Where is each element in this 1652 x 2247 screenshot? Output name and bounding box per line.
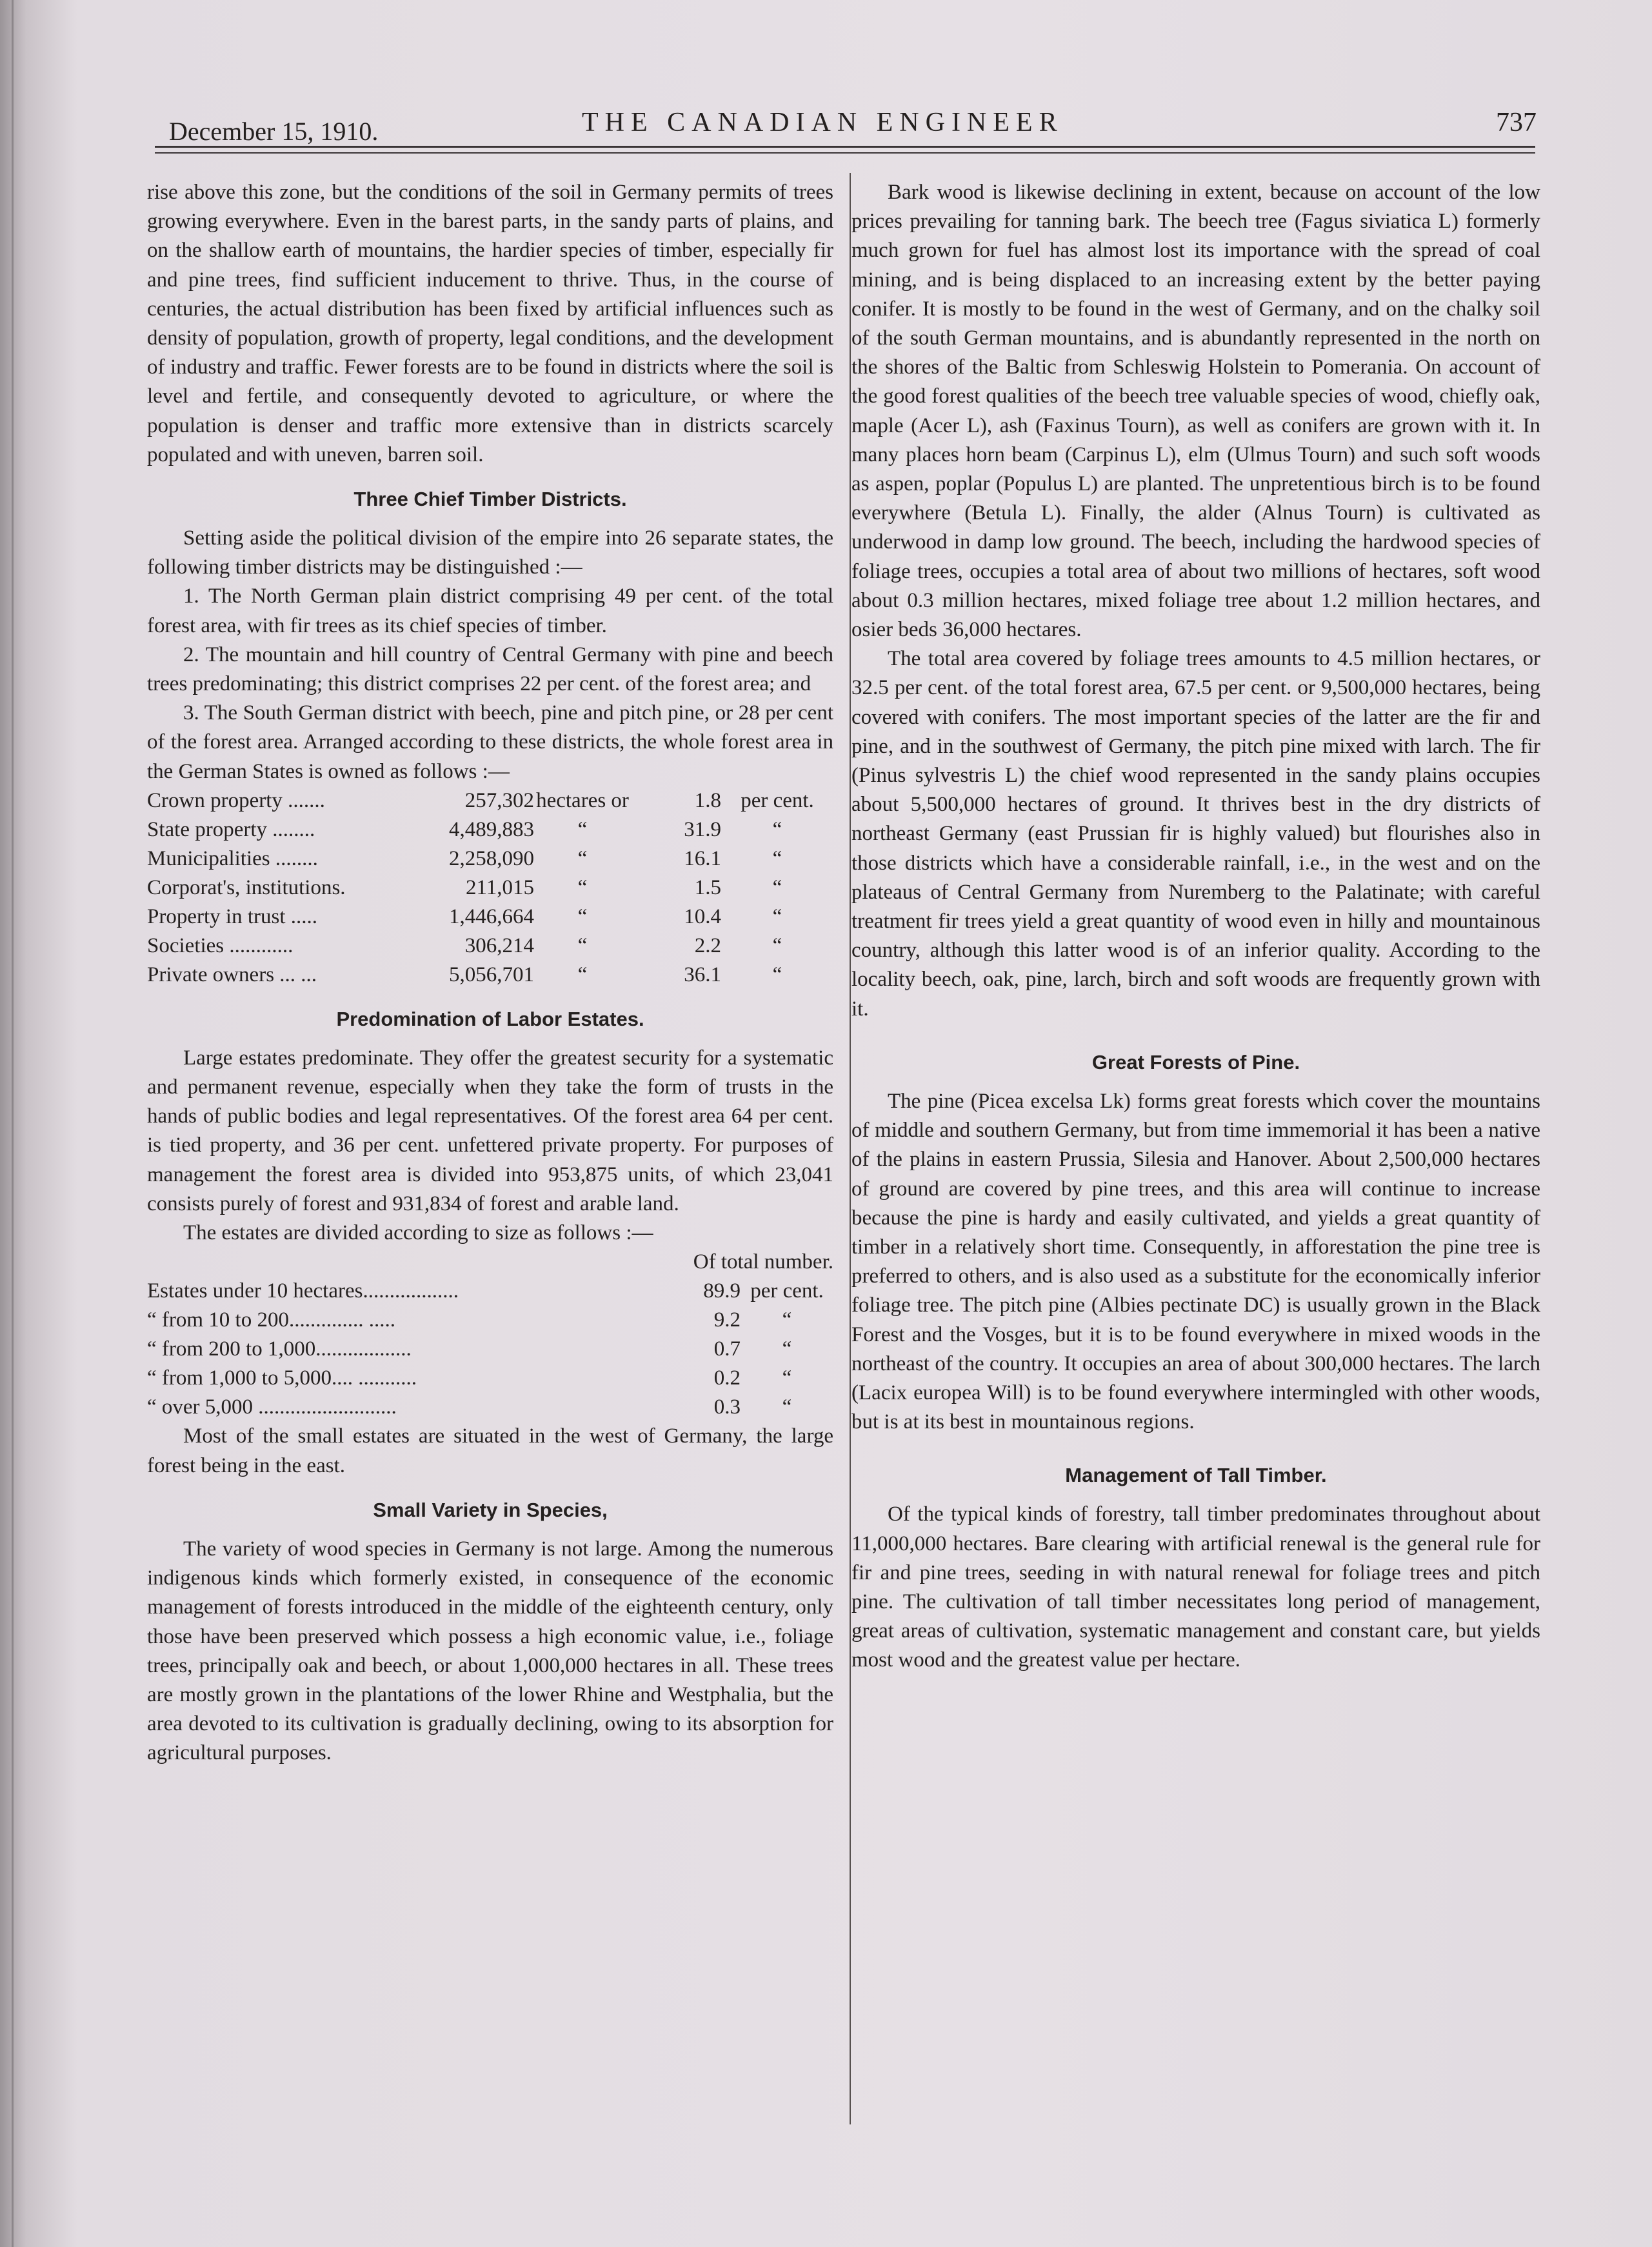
- ownership-percent: 1.8: [694, 788, 721, 812]
- ownership-label: State property ........: [147, 817, 315, 841]
- table-row: [147, 815, 833, 844]
- estate-size-label: “ from 1,000 to 5,000.... ...........: [147, 1366, 417, 1390]
- ownership-percent: 16.1: [684, 846, 721, 870]
- ownership-hectares: 5,056,701: [449, 963, 534, 986]
- table-row: [147, 961, 833, 990]
- estate-size-unit: “: [782, 1366, 792, 1390]
- paragraph-district-3: 3. The South German district with beech, pine and pitch pine, or 28 per cent of the forest area. Arranged according to these districts, the whole forest area in the German States is owned as follows :—: [147, 701, 833, 783]
- ownership-percent-unit: “: [772, 875, 782, 899]
- estates-size-table: [147, 1277, 833, 1422]
- paragraph-small-estates: Most of the small estates are situated in the west of Germany, the large forest being in the east.: [147, 1424, 833, 1477]
- ownership-unit: “: [577, 875, 588, 899]
- ownership-hectares: 257,302: [464, 788, 534, 812]
- ownership-percent: 10.4: [684, 904, 721, 928]
- table-row: [147, 903, 833, 932]
- book-spine-shadow: [12, 0, 14, 2247]
- ownership-hectares: 1,446,664: [449, 904, 534, 928]
- paragraph-estates-divided: The estates are divided according to size as follows :—: [183, 1221, 653, 1245]
- ownership-percent: 36.1: [684, 963, 721, 986]
- ownership-unit: “: [577, 846, 588, 870]
- paragraph-setting-aside: Setting aside the political division of the empire into 26 separate states, the following timber districts may be distinguished :—: [147, 526, 833, 579]
- estate-size-value: 0.3: [713, 1395, 741, 1419]
- paragraph-district-2: 2. The mountain and hill country of Central Germany with pine and beech trees predominating; this district comprises 22 per cent. of the forest area; and: [147, 643, 833, 696]
- ownership-label: Municipalities ........: [147, 846, 318, 870]
- paragraph-large-estates: Large estates predominate. They offer the greatest security for a systematic and permanent revenue, especially when they take the form of trusts in the hands of public bodies and legal representatives. Of the forest area 64 per cent. is tied property, and 36 per cent. unfettered private property. For purposes of management the forest area is divided into 953,875 units, of which 23,041 consists purely of forest and 931,834 of forest and arable land.: [147, 1046, 833, 1215]
- ownership-table: [147, 786, 833, 990]
- estate-size-unit: “: [782, 1337, 792, 1361]
- paragraph-tall-timber: Of the typical kinds of forestry, tall timber predominates throughout about 11,000,000 hectares. Bare clearing with artificial renewal is the general rule for fir and pine trees, seeding in with natural renewal for foliage trees and pitch pine. The cultivation of tall timber necessitates long period of management, great areas of cultivation, systematic management and constant care, but yields most wood and the greatest value per hectare.: [851, 1503, 1540, 1672]
- header-page-number: 737: [1496, 108, 1537, 137]
- ownership-unit: “: [577, 963, 588, 986]
- ownership-hectares: 4,489,883: [449, 817, 534, 841]
- ownership-hectares: 306,214: [464, 934, 534, 957]
- estate-size-label: Estates under 10 hectares..................: [147, 1279, 459, 1303]
- paragraph-district-1: 1. The North German plain district comprising 49 per cent. of the total forest area, with fir trees as its chief species of timber.: [147, 584, 833, 637]
- estate-size-label: “ over 5,000 ..........................: [147, 1395, 397, 1419]
- ownership-label: Crown property .......: [147, 788, 325, 812]
- ownership-unit: “: [577, 934, 588, 957]
- heading-forests-pine: Great Forests of Pine.: [1091, 1050, 1300, 1074]
- ownership-label: Property in trust .....: [147, 904, 317, 928]
- paragraph-pine: The pine (Picea excelsa Lk) forms great forests which cover the mountains of middle and southern Germany, but from time immemorial it has been a native of the plains in eastern Prussia, Silesia and Hanover. About 2,500,000 hectares of ground are covered by pine trees, and this area will continue to increase because the pine is hardy and easily cultivated, and yields a great quantity of timber in a relatively short time. Consequently, in afforestation the pine tree is preferred to others, and is also used as a substitute for the economically inferior foliage tree. The pitch pine (Albies pectinate DC) is usually grown in the Black Forest and the Vosges, but it is to be found everywhere in mixed woods in the northeast of the country. It occupies an area of about 300,000 hectares. The larch (Lacix europea Will) is to be found everywhere intermingled with other woods, but is at its best in mountainous regions.: [851, 1089, 1540, 1434]
- estate-size-value: 89.9: [703, 1279, 741, 1303]
- ownership-percent-unit: “: [772, 904, 782, 928]
- table-row: [147, 786, 833, 815]
- table-row: [147, 932, 833, 961]
- ownership-label: Private owners ... ...: [147, 963, 317, 986]
- table-row: [147, 1335, 833, 1364]
- paragraph-total-area: The total area covered by foliage trees amounts to 4.5 million hectares, or 32.5 per cent. of the total forest area, 67.5 per cent. or 9,500,000 hectares, being covered with conifers. The most important species of the latter are the fir and pine, and in the southwest of Germany, the pitch pine mixed with larch. The fir (Pinus sylvestris L) the chief wood represented in the sandy plains occupies about 5,500,000 hectares of ground. It thrives best in the dry districts of northeast Germany (east Prussian fir is highly valued) but flourishes also in those districts which have a considerable rainfall, i.e., in the west and on the plateaus of Central Germany from Nuremberg to the Palatinate; with careful treatment fir trees yield a great quantity of wood even in hilly and mountainous country, although this latter wood is of an inferior quality. According to the locality beech, oak, pine, larch, birch and soft woods are frequently grown with it.: [851, 647, 1540, 1021]
- estates-column-header: Of total number.: [693, 1250, 833, 1274]
- table-row: [147, 844, 833, 874]
- ownership-unit: “: [577, 817, 588, 841]
- ownership-label: Corporat's, institutions.: [147, 875, 346, 899]
- table-row: [147, 1364, 833, 1393]
- ownership-percent: 1.5: [694, 875, 721, 899]
- table-row: [147, 1306, 833, 1335]
- heading-tall-timber: Management of Tall Timber.: [1065, 1464, 1327, 1487]
- paragraph-variety: The variety of wood species in Germany is not large. Among the numerous indigenous kinds which formerly existed, in consequence of the economic management of forests introduced in the middle of the eighteenth century, only those have been preserved which possess a high economic value, i.e., foliage trees, principally oak and beech, or about 1,000,000 hectares in all. These trees are mostly grown in the plantations of the lower Rhine and Westphalia, but the area devoted to its cultivation is gradually declining, owing to its absorption for agricultural purposes.: [147, 1537, 833, 1765]
- estate-size-label: “ from 10 to 200.............. .....: [147, 1308, 395, 1332]
- header-rule-top: [155, 146, 1535, 148]
- ownership-label: Societies ............: [147, 934, 294, 957]
- header-date: December 15, 1910.: [169, 117, 379, 146]
- left-column: [147, 178, 833, 1768]
- estate-size-label: “ from 200 to 1,000..................: [147, 1337, 412, 1361]
- ownership-unit: hectares or: [536, 788, 629, 812]
- ownership-hectares: 211,015: [465, 875, 534, 899]
- heading-timber-districts: Three Chief Timber Districts.: [353, 488, 627, 511]
- estate-size-unit: “: [782, 1395, 792, 1419]
- ownership-percent-unit: “: [772, 846, 782, 870]
- table-row: [147, 874, 833, 903]
- table-row: [147, 1277, 833, 1306]
- ownership-percent: 2.2: [694, 934, 721, 957]
- paragraph-intro: rise above this zone, but the conditions of the soil in Germany permits of trees growing everywhere. Even in the barest parts, in the sandy parts of plains, and on the shallow earth of mountains, the hardier species of timber, especially fir and pine trees, find sufficient inducement to thrive. Thus, in the course of centuries, the actual distribution has been fixed by artificial influences such as density of population, growth of property, legal conditions, and the development of industry and traffic. Fewer forests are to be found in districts where the soil is level and fertile, and consequently devoted to agriculture, or where the population is denser and traffic more extensive than in districts scarcely populated and with uneven, barren soil.: [147, 181, 833, 466]
- heading-labor-estates: Predomination of Labor Estates.: [336, 1007, 644, 1030]
- ownership-percent: 31.9: [684, 817, 721, 841]
- estate-size-value: 0.2: [713, 1366, 741, 1390]
- estate-size-value: 9.2: [713, 1308, 741, 1332]
- ownership-hectares: 2,258,090: [449, 846, 534, 870]
- column-divider: [850, 173, 851, 2124]
- table-row: [147, 1393, 833, 1422]
- right-column: [851, 178, 1540, 1675]
- ownership-percent-unit: “: [772, 963, 782, 986]
- ownership-percent-unit: “: [772, 817, 782, 841]
- estate-size-unit: per cent.: [750, 1279, 824, 1303]
- ownership-percent-unit: per cent.: [741, 788, 814, 812]
- ownership-unit: “: [577, 904, 588, 928]
- estate-size-value: 0.7: [713, 1337, 741, 1361]
- header-title: THE CANADIAN ENGINEER: [582, 108, 1064, 137]
- heading-variety-species: Small Variety in Species,: [373, 1498, 608, 1521]
- header-rule-bottom: [155, 152, 1535, 154]
- paragraph-bark-wood: Bark wood is likewise declining in extent, because on account of the low prices prevailing for tanning bark. The beech tree (Fagus siviatica L) formerly much grown for fuel has almost lost its importance with the spread of coal mining, and is being displaced to an increasing extent by the better paying conifer. It is mostly to be found in the west of Germany, and on the chalky soil of the south German mountains, and is abundantly represented in the north on the shores of the Baltic from Schleswig Holstein to Pomerania. On account of the good forest qualities of the beech tree valuable species of wood, chiefly oak, maple (Acer L), ash (Faxinus Tourn), as well as conifers are grown with it. In many places horn beam (Carpinus L), elm (Ulmus Tourn) and such soft woods as aspen, poplar (Populus L) are planted. The unpretentious birch is to be found everywhere (Betula L). Finally, the alder (Alnus Tourn) is cultivated as underwood in damp low ground. The beech, including the hardwood species of foliage trees, occupies a total area of about two millions of hectares, soft wood about 0.3 million hectares, mixed foliage tree about 1.2 million hectares, and osier beds 36,000 hectares.: [851, 181, 1540, 642]
- estate-size-unit: “: [782, 1308, 792, 1332]
- ownership-percent-unit: “: [772, 934, 782, 957]
